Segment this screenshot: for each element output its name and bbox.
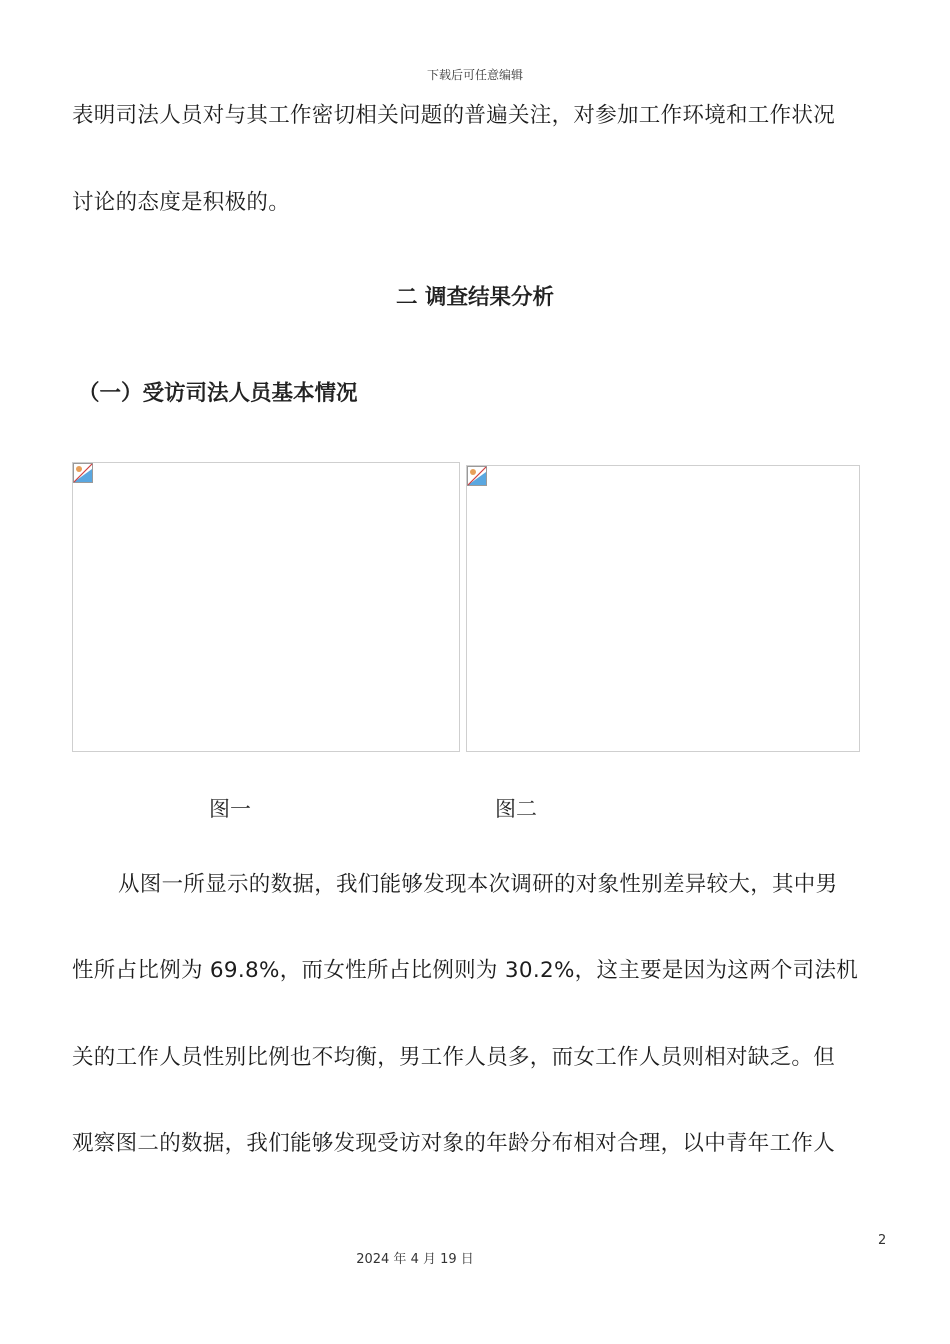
footer-date: 2024 年 4 月 19 日 (356, 1252, 474, 1267)
figure-two-image (466, 465, 860, 752)
figure-one-image (72, 462, 460, 752)
page-number: 2 (878, 1233, 887, 1248)
broken-image-icon (467, 466, 487, 486)
broken-image-icon (73, 463, 93, 483)
paragraph-line: 表明司法人员对与其工作密切相关问题的普遍关注，对参加工作环境和工作状况 (72, 103, 836, 128)
subsection-title: （一）受访司法人员基本情况 (78, 381, 358, 406)
header-note: 下载后可任意编辑 (426, 68, 523, 82)
paragraph-line: 关的工作人员性别比例也不均衡，男工作人员多，而女工作人员则相对缺乏。但 (72, 1045, 836, 1070)
paragraph-line: 性所占比例为 69.8%，而女性所占比例则为 30.2%，这主要是因为这两个司法机 (72, 958, 859, 983)
paragraph-line: 从图一所显示的数据，我们能够发现本次调研的对象性别差异较大，其中男 (118, 872, 838, 897)
figure-two-caption: 图二 (495, 797, 537, 821)
section-title: 二 调查结果分析 (396, 285, 554, 310)
figure-one-caption: 图一 (209, 797, 251, 821)
paragraph-line: 观察图二的数据，我们能够发现受访对象的年龄分布相对合理，以中青年工作人 (72, 1131, 836, 1156)
paragraph-line: 讨论的态度是积极的。 (72, 190, 291, 215)
